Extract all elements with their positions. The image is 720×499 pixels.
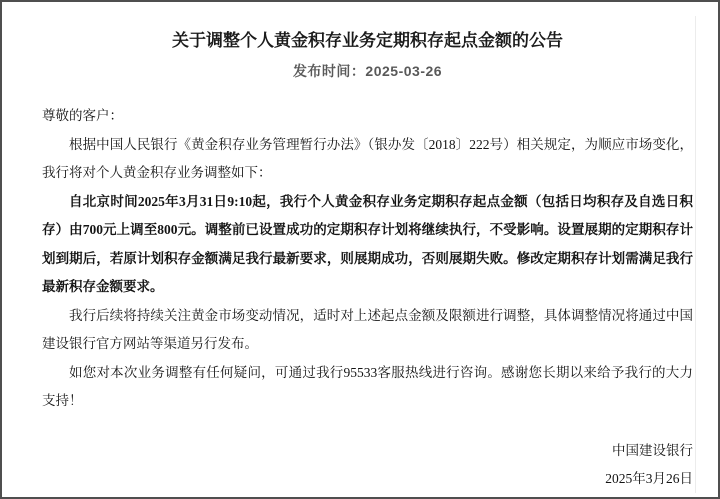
signature-block xyxy=(42,437,693,494)
page-edge-divider xyxy=(695,16,696,493)
paragraph-contact-info: 如您对本次业务调整有任何疑问，可通过我行95533客服热线进行咨询。感谢您长期以来给予我行的大力支持！ xyxy=(42,364,693,408)
paragraph-regulation-basis: 根据中国人民银行《黄金积存业务管理暂行办法》（银办发〔2018〕222号）相关规定，为顺应市场变化，我行将对个人黄金积存业务调整如下： xyxy=(42,136,693,180)
paragraph-future-adjustments: 我行后续将持续关注黄金市场变动情况，适时对上述起点金额及限额进行调整，具体调整情况将通过中国建设银行官方网站等渠道另行发布。 xyxy=(42,307,693,351)
signature-organization: 中国建设银行 xyxy=(612,442,693,458)
document-body xyxy=(42,102,693,416)
paragraph-adjustment-details: 自北京时间2025年3月31日9:10起，我行个人黄金积存业务定期积存起点金额（包括日均积存及自选日积存）由700元上调至800元。调整前已设置成功的定期积存计划将继续执行，不受影响。设置展期的定期积存计划到期后，若原计划积存金额满足我行最新要求，则展期成功，否则展期失败。修改定期积存计划需满足我行最新积存金额要求。 xyxy=(42,193,693,294)
page-title: 关于调整个人黄金积存业务定期积存起点金额的公告 xyxy=(172,31,563,50)
signature-date: 2025年3月26日 xyxy=(605,471,693,486)
publish-date: 发布时间：2025-03-26 xyxy=(292,63,443,79)
salutation: 尊敬的客户： xyxy=(42,108,123,123)
document-content xyxy=(2,26,718,494)
